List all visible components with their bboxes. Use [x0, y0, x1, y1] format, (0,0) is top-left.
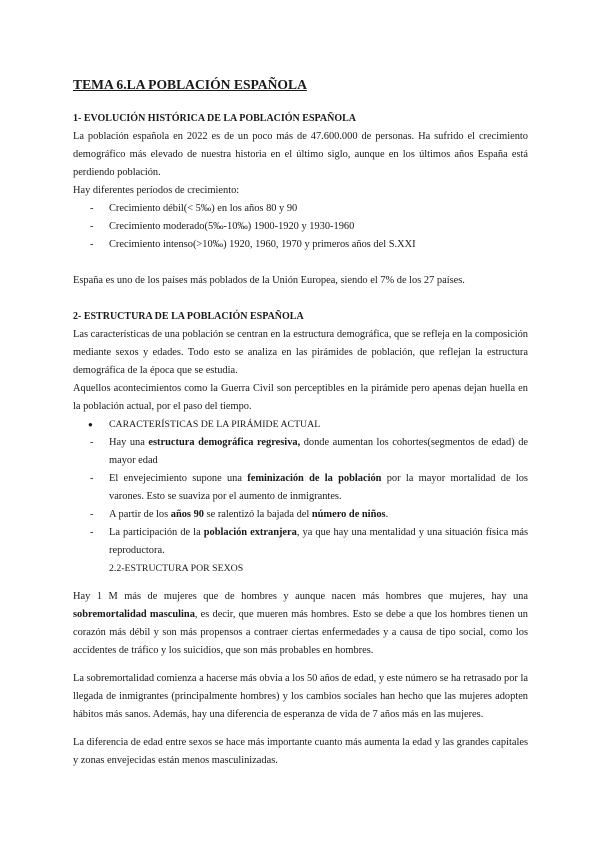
- page-title: TEMA 6.LA POBLACIÓN ESPAÑOLA: [73, 77, 307, 92]
- section2-paragraph2: Aquellos acontecimientos como la Guerra Civil son perceptibles en la pirámide pero apenas dejan huella en la población actual, por el paso del tiempo.: [73, 383, 528, 412]
- pyramid-bullet-heading: ● CARACTERÍSTICAS DE LA PIRÁMIDE ACTUAL: [73, 416, 528, 434]
- period-item: - Crecimiento débil(< 5‰) en los años 80 y 90: [73, 200, 528, 218]
- section1-closing: España es uno de los países más poblados de la Unión Europea, siendo el 7% de los 27 países.: [73, 275, 465, 286]
- characteristic-item: - El envejecimiento supone una feminización de la población por la mayor mortalidad de los varones. Esto se suaviza por el aumento de inmigrantes.: [73, 470, 528, 506]
- section1-heading: 1- EVOLUCIÓN HISTÓRICA DE LA POBLACIÓN ESPAÑOLA: [73, 113, 356, 124]
- section1-paragraph: La población española en 2022 es de un poco más de 47.600.000 de personas. Ha sufrido el crecimiento demográfico más elevado de nuestra historia en el último siglo, aunque en los últimos años España está perdiendo población.: [73, 131, 528, 178]
- periods-intro: Hay diferentes períodos de crecimiento:: [73, 185, 240, 196]
- characteristic-item: - La participación de la población extranjera, ya que hay una mentalidad y una situación física más reproductora.: [73, 524, 528, 560]
- period-item: - Crecimiento moderado(5‰-10‰) 1900-1920 y 1930-1960: [73, 218, 528, 236]
- section2-paragraph1: Las características de una población se centran en la estructura demográfica, que se refleja en la composición mediante sexos y edades. Todo esto se analiza en las pirámides de población, que reflejan la estructura demográfica de la época que se estudia.: [73, 329, 528, 376]
- subheading-sex-structure: 2.2-ESTRUCTURA POR SEXOS: [109, 563, 244, 574]
- pyramid-characteristics-list: [73, 434, 528, 560]
- section2-heading: 2- ESTRUCTURA DE LA POBLACIÓN ESPAÑOLA: [73, 311, 304, 322]
- section2-paragraph3: Hay 1 M más de mujeres que de hombres y aunque nacen más hombres que mujeres, hay una sobremortalidad masculina, es decir, que mueren más hombres. Esto se debe a que los hombres tienen un corazón más débil y son más propensos a contraer ciertas enfermedades y a causa de tipo social, como los accidentes de tráfico y los suicidios, que son más probables en hombres.: [73, 591, 528, 656]
- periods-list: [73, 200, 528, 254]
- document-content: [73, 76, 528, 770]
- section2-paragraph4: La sobremortalidad comienza a hacerse más obvia a los 50 años de edad, y este número se ha retrasado por la llegada de inmigrantes (principalmente hombres) y los cambios sociales han hecho que las mujeres adopten hábitos más sanos. Además, hay una diferencia de esperanza de vida de 7 años más en las mujeres.: [73, 673, 528, 720]
- characteristic-item: - A partir de los años 90 se ralentizó la bajada del número de niños.: [73, 506, 528, 524]
- characteristic-item: - Hay una estructura demográfica regresiva, donde aumentan los cohortes(segmentos de edad) de mayor edad: [73, 434, 528, 470]
- section2-paragraph5: La diferencia de edad entre sexos se hace más importante cuanto más aumenta la edad y las grandes capitales y zonas envejecidas están menos masculinizadas.: [73, 737, 528, 766]
- period-item: - Crecimiento intenso(>10‰) 1920, 1960, 1970 y primeros años del S.XXI: [73, 236, 528, 254]
